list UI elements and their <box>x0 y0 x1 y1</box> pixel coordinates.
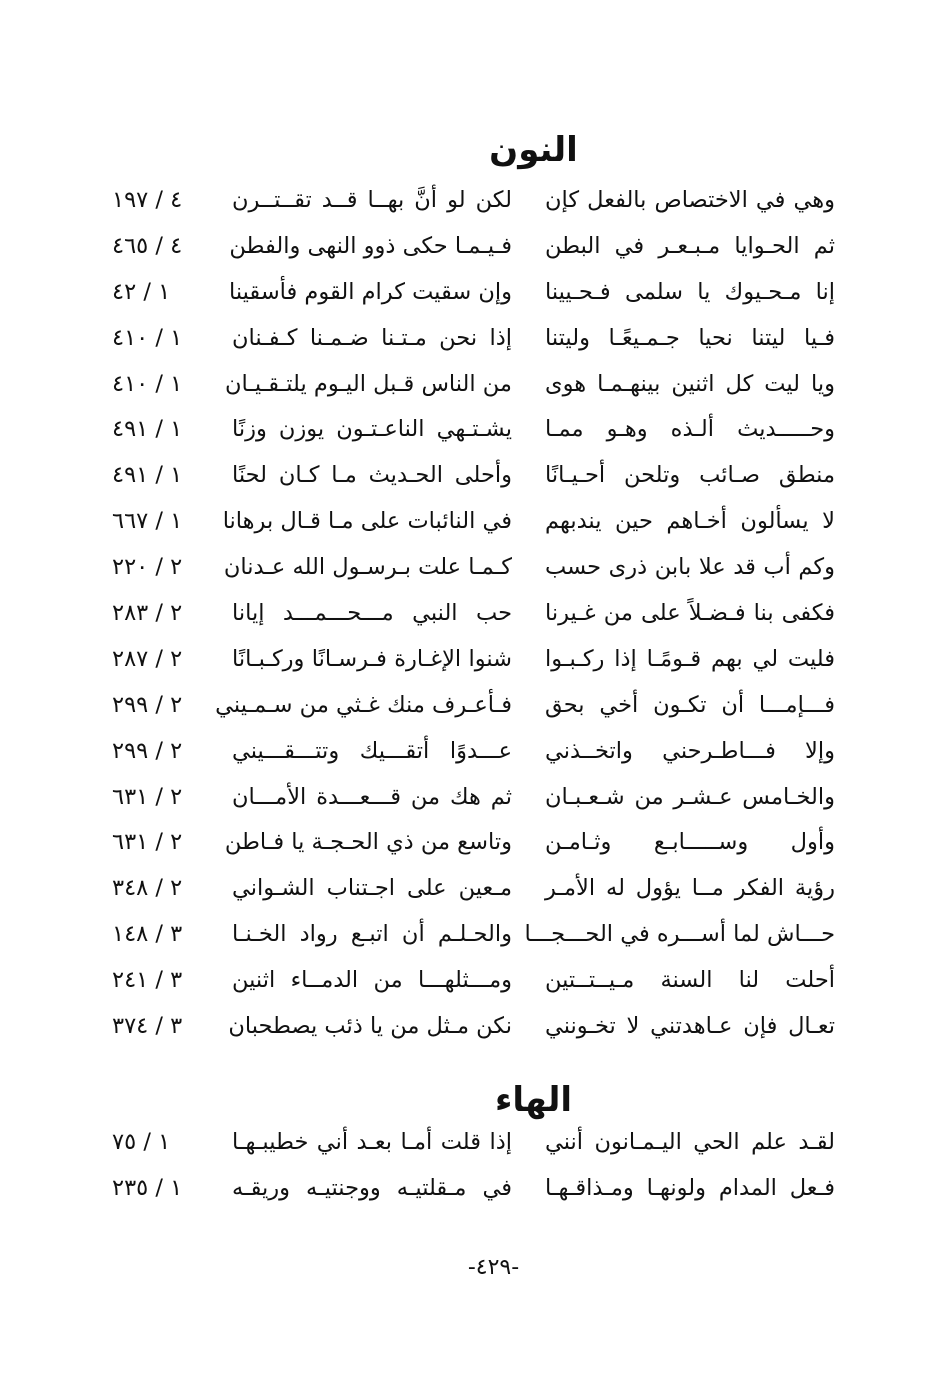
verse-reference: ٢ / ٦٣١ <box>112 829 183 856</box>
second-hemistich: وتاسع من ذي الحـجـة يا فـاطن <box>224 829 512 856</box>
verse-reference: ١ / ٧٥ <box>112 1129 171 1155</box>
first-hemistich: تعـال فإن عـاهدتني لا تخـونني <box>545 1013 835 1040</box>
verse-reference: ٢ / ٢٩٩ <box>112 737 183 764</box>
second-hemistich: وأحلى الحـديث مـا كـان لحنًا <box>232 462 512 489</box>
verse-reference: ١ / ٦٦٧ <box>112 508 183 535</box>
verse-reference: ١ / ٤٩١ <box>112 462 183 489</box>
verse-reference: ١ / ٤١٠ <box>112 324 183 351</box>
second-hemistich: وإن سقيت كرام القوم فأسقينا <box>229 278 512 305</box>
verse-row <box>0 637 947 683</box>
verse-row <box>0 270 947 316</box>
first-hemistich: وحـــــديث ألـذه وهـو ممـا <box>545 416 835 443</box>
verse-reference: ٣ / ٢٤١ <box>112 967 183 994</box>
verse-reference: ١ / ٢٣٥ <box>112 1174 183 1201</box>
verse-list-nun <box>0 178 947 1050</box>
first-hemistich: والخـامس عـشـر من شـعـبـان <box>545 783 835 810</box>
verse-row <box>0 499 947 545</box>
verse-reference: ٢ / ٦٣١ <box>112 783 183 810</box>
verse-row <box>0 453 947 499</box>
second-hemistich: والحـلـم أن اتبـع رواد الخـنـا <box>232 921 512 948</box>
page-number: -٤٢٩- <box>467 1255 520 1280</box>
second-hemistich: كـمـا علت بـرسـول الله عـدنان <box>223 554 512 581</box>
first-hemistich: وهي في الاختصاص بالفعل كإن <box>545 187 835 213</box>
verse-reference: ٤ / ٤٦٥ <box>112 232 183 259</box>
first-hemistich: لا يسألون أخـاهم حين يندبهم <box>545 508 835 535</box>
second-hemistich: في النائبات على مـا قـال برهانا <box>222 508 512 535</box>
first-hemistich: فـــإمـــا أن تكـون أخي بحق <box>545 691 835 718</box>
verse-row <box>0 224 947 270</box>
verse-reference: ٢ / ٢٩٩ <box>112 691 183 718</box>
verse-reference: ٣ / ٣٧٤ <box>112 1013 183 1040</box>
verse-row <box>0 866 947 912</box>
verse-list-ha <box>0 1120 947 1212</box>
verse-row <box>0 729 947 775</box>
first-hemistich: رؤية الفكر مــا يؤول له الأمـر <box>545 875 835 902</box>
verse-row <box>0 178 947 224</box>
first-hemistich: وأول وســـــابـع وثـامـن <box>545 829 835 856</box>
first-hemistich: وإلا فـــاطـرحني واتخــذني <box>545 737 835 764</box>
verse-row <box>0 407 947 453</box>
second-hemistich: إذا قلت أمـا بعـد أني خطيبـهـا <box>232 1129 512 1155</box>
first-hemistich: فكفى بنا فـضـلاً على من غـيرنا <box>545 600 835 627</box>
verse-reference: ٢ / ٣٤٨ <box>112 875 183 902</box>
second-hemistich: ثم هك من قـــعـــدة الأمـــان <box>232 783 512 810</box>
section-title-nun: النون <box>489 130 578 170</box>
first-hemistich: حـــاش لما أســـره في الحـــجـــا <box>524 921 835 948</box>
second-hemistich: من الناس قـبل اليـوم يلتـقـيـان <box>224 370 512 397</box>
verse-reference: ٢ / ٢٨٧ <box>112 645 183 672</box>
second-hemistich: مـعين على اجـتناب الشـواني <box>232 875 512 902</box>
first-hemistich: فـيا ليتنا نحيا جـمـيعًـا وليتنا <box>545 324 835 351</box>
verse-reference: ٢ / ٢٢٠ <box>112 554 183 581</box>
verse-row <box>0 775 947 821</box>
verse-row <box>0 912 947 958</box>
second-hemistich: شنوا الإغـارة فـرسـانًا وركـبـانًا <box>232 645 512 672</box>
verse-row <box>0 591 947 637</box>
verse-row <box>0 362 947 408</box>
first-hemistich: لقـد علم الحي اليـمـانون أنني <box>545 1129 835 1155</box>
verse-reference: ٣ / ١٤٨ <box>112 921 183 948</box>
verse-row <box>0 545 947 591</box>
first-hemistich: فليت لي بهم قـومًـا إذا ركـبـوا <box>545 645 835 672</box>
verse-row <box>0 683 947 729</box>
first-hemistich: ثم الحـوايا مـبـعـر في البطن <box>545 232 835 259</box>
verse-reference: ١ / ٤٢ <box>112 278 171 305</box>
second-hemistich: حب النبي مـــحـــمـــد إيانا <box>232 600 512 627</box>
verse-reference: ١ / ٤١٠ <box>112 370 183 397</box>
second-hemistich: فـيـمـا حكى ذوو النهى والفطن <box>229 232 512 259</box>
first-hemistich: فـعل المدام ولونهـا ومـذاقـهـا <box>545 1174 835 1201</box>
second-hemistich: يشـتـهي الناعـتـون يوزن وزنًا <box>232 416 512 443</box>
verse-reference: ٤ / ١٩٧ <box>112 187 183 213</box>
verse-row <box>0 1166 947 1212</box>
second-hemistich: عـــدوًا أتقـــيك وتتـــقـــيني <box>232 737 512 764</box>
second-hemistich: نكن مـثل من يا ذئب يصطحبان <box>228 1013 512 1040</box>
first-hemistich: أحلت لنا السنة مـيــتــتين <box>545 967 835 994</box>
verse-reference: ١ / ٤٩١ <box>112 416 183 443</box>
verse-reference: ٢ / ٢٨٣ <box>112 600 183 627</box>
second-hemistich: لكن لو أنَّ بهــا قــد تقــتــرن <box>232 187 512 213</box>
verse-row <box>0 820 947 866</box>
second-hemistich: في مـقلتيـه ووجنتيـه وريقـه <box>232 1174 512 1201</box>
section-title-ha: الهاء <box>494 1080 572 1120</box>
first-hemistich: منطق صـائب وتلحن أحـيـانًا <box>545 462 835 489</box>
second-hemistich: فـأعـرف منك غـثي من سـمـيني <box>215 691 512 718</box>
verse-row <box>0 1120 947 1166</box>
second-hemistich: ومـــثلهـــا من الدمــاء اثنين <box>232 967 512 994</box>
verse-row <box>0 316 947 362</box>
first-hemistich: ويا ليت كل اثنين بينهـمـا هوى <box>545 370 835 397</box>
verse-row <box>0 958 947 1004</box>
second-hemistich: إذا نحن مـتـنا ضـمـنا كـفـنان <box>232 324 512 351</box>
first-hemistich: إنا مـحـيوك يا سلمى فـحـيينا <box>545 278 835 305</box>
first-hemistich: وكم أب قد علا بابن ذرى حسب <box>545 554 835 581</box>
verse-row <box>0 1004 947 1050</box>
